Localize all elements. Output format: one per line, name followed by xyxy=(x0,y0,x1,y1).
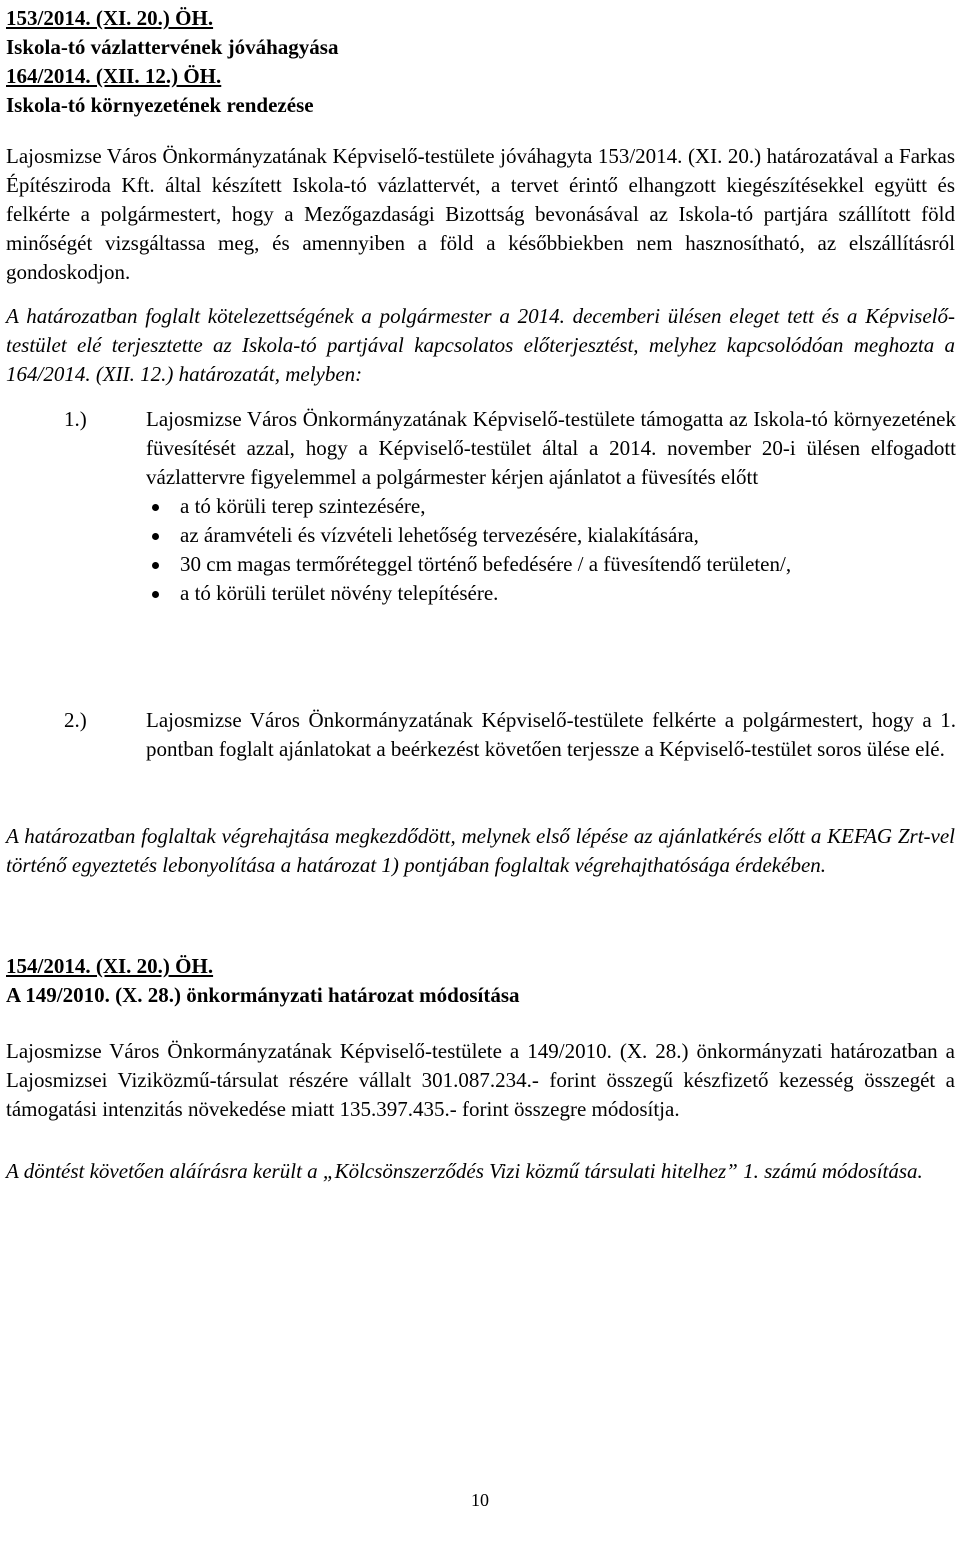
paragraph-modification: Lajosmizse Város Önkormányzatának Képviselő-testülete a 149/2010. (X. 28.) önkormányzati határozatban a Lajosmizsei Viziközmű-társulat részére vállalt 301.087.234.- forint összegű készfizető kezesség összegét a támogatási intenzitás növekedése miatt 135.397.435.- forint összegre módosítja. xyxy=(6,1039,955,1121)
section-2-header xyxy=(6,952,955,1010)
bullet-item xyxy=(146,579,956,608)
list-item-1-number: 1.) xyxy=(64,407,87,431)
bullet-item xyxy=(146,492,956,521)
resolution-title-153: Iskola-tó vázlattervének jóváhagyása xyxy=(6,35,339,59)
paragraph-execution-italic: A határozatban foglaltak végrehajtása megkezdődött, melynek első lépése az ajánlatkérés előtt a KEFAG Zrt-vel történő egyeztetés lebonyolítása a határozat 1) pontjában foglaltak végrehajthatósága érdekében. xyxy=(6,824,955,877)
bullet-dot-icon xyxy=(152,562,159,569)
bullet-item xyxy=(146,550,956,579)
resolution-title-154: A 149/2010. (X. 28.) önkormányzati határozat módosítása xyxy=(6,983,520,1007)
page-number: 10 xyxy=(471,1490,489,1510)
paragraph-obligation-italic: A határozatban foglalt kötelezettségének a polgármester a 2014. decemberi ülésen eleget tett és a Képviselő-testület elé terjesztette az Iskola-tó partjával kapcsolatos előterjesztést, melyhez kapcsolódóan meghozta a 164/2014. (XII. 12.) határozatát, melyben: xyxy=(6,304,955,386)
list-item-2-text: Lajosmizse Város Önkormányzatának Képviselő-testülete felkérte a polgármestert, hogy a 1. pontban foglalt ajánlatokat a beérkezést követően terjessze a Képviselő-testület soros ülése elé. xyxy=(146,708,956,761)
bullet-text: 30 cm magas termőréteggel történő befedésére / a füvesítendő területen/, xyxy=(180,552,792,576)
bullet-item xyxy=(146,521,956,550)
resolution-number-153: 153/2014. (XI. 20.) ÖH. xyxy=(6,6,214,30)
paragraph-approval: Lajosmizse Város Önkormányzatának Képviselő-testülete jóváhagyta 153/2014. (XI. 20.) határozatával a Farkas Építésziroda Kft. által készített Iskola-tó vázlattervét, a tervet érintő elhangzott kiegészítésekkel együtt és felkérte a polgármestert, hogy a Mezőgazdasági Bizottság bevonásával az Iskola-tó partjára szállított föld minőségét vizsgáltassa meg, és amennyiben a föld a későbbiekben nem hasznosítható, az elszállításról gondoskodjon. xyxy=(6,144,955,284)
resolution-number-154: 154/2014. (XI. 20.) ÖH. xyxy=(6,954,214,978)
bullet-text: a tó körüli terep szintezésére, xyxy=(180,494,426,518)
resolution-title-164: Iskola-tó környezetének rendezése xyxy=(6,93,314,117)
list-item-2-number: 2.) xyxy=(64,708,87,732)
bullet-dot-icon xyxy=(152,533,159,540)
bullet-text: az áramvételi és vízvételi lehetőség tervezésére, kialakítására, xyxy=(180,523,699,547)
resolution-number-164: 164/2014. (XII. 12.) ÖH. xyxy=(6,64,222,88)
bullet-list xyxy=(146,492,956,608)
paragraph-signing-italic: A döntést követően aláírásra került a „Kölcsönszerződés Vizi közmű társulati hitelhez” 1. számú módosítása. xyxy=(6,1159,923,1183)
list-item-1-paragraph: Lajosmizse Város Önkormányzatának Képviselő-testülete támogatta az Iskola-tó környezetének füvesítését azzal, hogy a Képviselő-testület által a 2014. november 20-i ülésen elfogadott vázlattervre figyelemmel a polgármester kérjen ajánlatot a füvesítés előtt xyxy=(146,407,956,489)
bullet-dot-icon xyxy=(152,591,159,598)
bullet-text: a tó körüli terület növény telepítésére. xyxy=(180,581,499,605)
bullet-dot-icon xyxy=(152,504,159,511)
header-block xyxy=(6,4,955,120)
list-item-1-text xyxy=(146,405,956,608)
